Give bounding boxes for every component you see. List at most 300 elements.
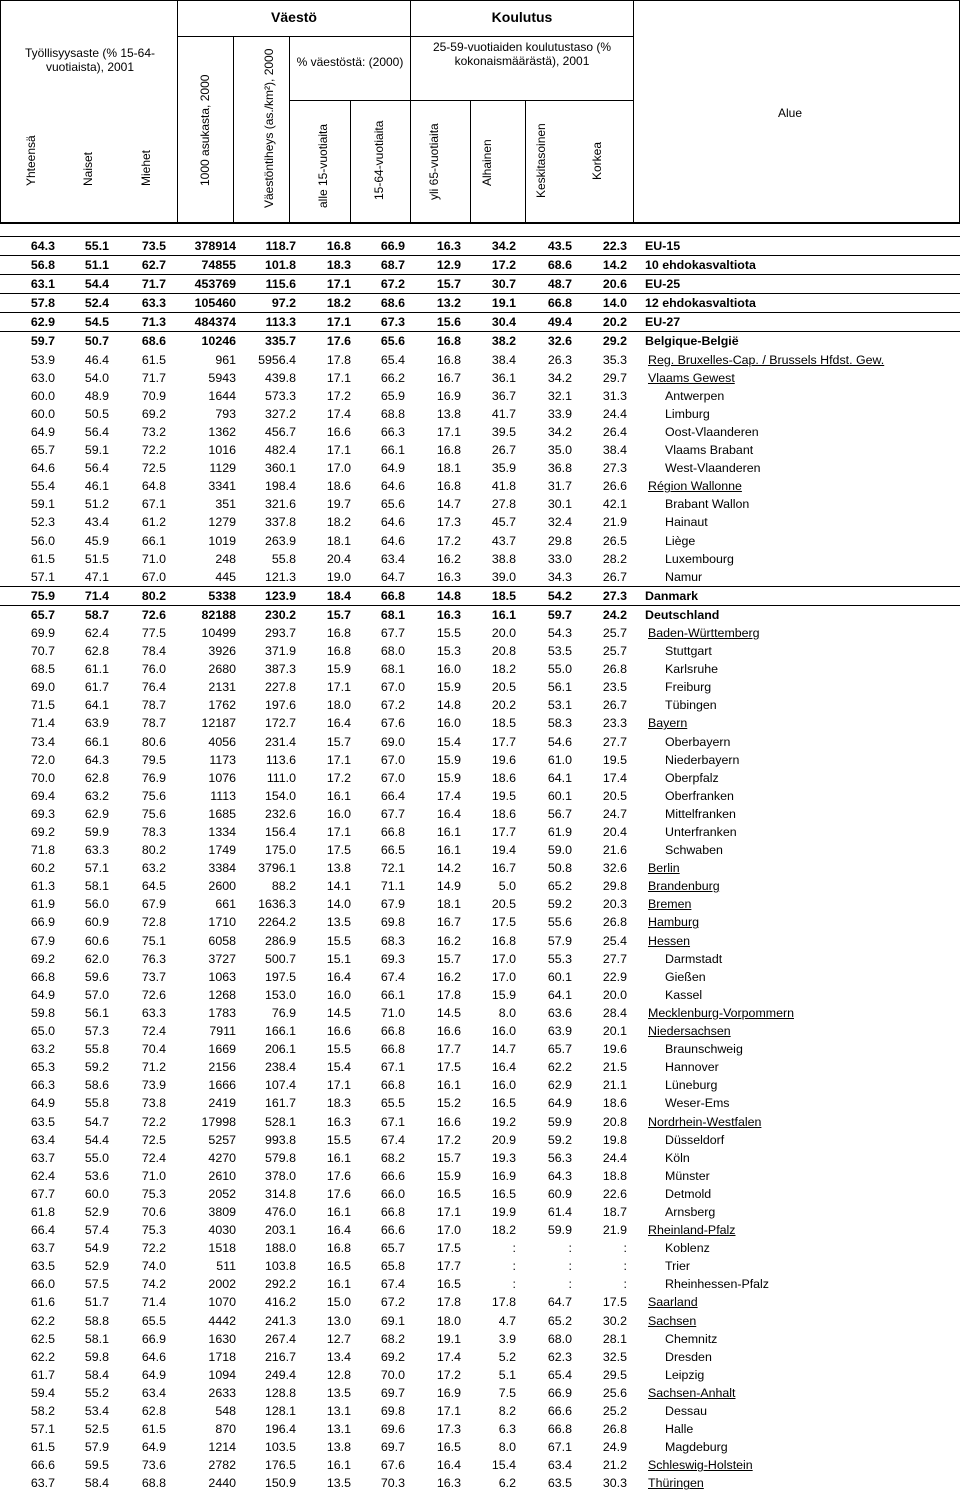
cell-keskitasoinen: 67.1 <box>547 1440 572 1455</box>
cell-tiheys: 103.8 <box>264 1259 296 1274</box>
cell-region: Hamburg <box>648 915 699 930</box>
table-row <box>0 1330 960 1348</box>
cell-asukasta: 661 <box>215 897 236 912</box>
cell-keskitasoinen: 50.8 <box>547 861 572 876</box>
cell-yhteensa: 62.2 <box>30 1313 55 1328</box>
cell-keskitasoinen: : <box>568 1241 572 1256</box>
cell-yhteensa: 65.7 <box>30 607 55 622</box>
cell-keskitasoinen: 61.0 <box>547 752 572 767</box>
cell-asukasta: 1666 <box>208 1078 236 1093</box>
cell-miehet: 71.7 <box>141 370 166 385</box>
cell-yli65: 17.5 <box>436 1241 461 1256</box>
cell-yli65: 17.3 <box>436 515 461 530</box>
cell-alle15: 18.3 <box>326 258 351 273</box>
cell-korkea: 21.5 <box>602 1060 627 1075</box>
cell-alle15: 16.8 <box>326 239 351 253</box>
cell-yli65: 16.4 <box>436 806 461 821</box>
cell-region: Nordrhein-Westfalen <box>648 1114 762 1129</box>
cell-keskitasoinen: 60.1 <box>547 969 572 984</box>
cell-alle15: 16.1 <box>326 788 351 803</box>
cell-asukasta: 793 <box>215 406 236 421</box>
header-tyollisyysaste: Työllisyysaste (% 15-64-vuotiaista), 2001 <box>24 46 156 74</box>
cell-tiheys: 161.7 <box>264 1096 296 1111</box>
cell-keskitasoinen: 59.7 <box>547 607 572 622</box>
cell-tiheys: 153.0 <box>264 987 296 1002</box>
cell-miehet: 63.2 <box>141 861 166 876</box>
table-row <box>0 1348 960 1366</box>
cell-yli65: 17.2 <box>436 533 461 548</box>
cell-alhainen: 30.7 <box>491 277 516 292</box>
cell-alle15: 17.1 <box>326 370 351 385</box>
cell-asukasta: 74855 <box>201 258 236 273</box>
table-row <box>0 550 960 568</box>
cell-miehet: 63.3 <box>141 1005 166 1020</box>
cell-region: Kassel <box>665 987 703 1002</box>
cell-alhainen: 18.5 <box>491 716 516 731</box>
cell-naiset: 58.4 <box>84 1476 109 1491</box>
cell-region: Danmark <box>645 588 699 603</box>
cell-alhainen: 39.0 <box>491 569 516 584</box>
cell-asukasta: 1710 <box>208 915 236 930</box>
table-row <box>0 1366 960 1384</box>
cell-korkea: 20.0 <box>602 987 627 1002</box>
cell-15-64: 67.3 <box>380 315 405 330</box>
col-alle15: alle 15-vuotiaita <box>316 123 330 208</box>
cell-alle15: 17.4 <box>326 406 351 421</box>
cell-asukasta: 82188 <box>201 607 236 622</box>
cell-keskitasoinen: 26.3 <box>547 352 572 367</box>
cell-asukasta: 1094 <box>208 1367 236 1382</box>
cell-tiheys: 227.8 <box>264 680 296 695</box>
cell-asukasta: 5943 <box>208 370 236 385</box>
cell-asukasta: 10499 <box>201 625 236 640</box>
cell-yhteensa: 62.4 <box>30 1168 55 1183</box>
cell-miehet: 61.2 <box>141 515 166 530</box>
cell-alhainen: 15.4 <box>491 1458 516 1473</box>
cell-asukasta: 2782 <box>208 1458 236 1473</box>
table-row <box>0 1022 960 1040</box>
cell-korkea: 25.4 <box>602 933 627 948</box>
table-row <box>0 1474 960 1492</box>
table-row <box>0 1438 960 1456</box>
cell-15-64: 67.4 <box>380 969 405 984</box>
cell-alle15: 16.4 <box>326 969 351 984</box>
cell-asukasta: 105460 <box>194 296 236 311</box>
cell-15-64: 68.7 <box>380 258 405 273</box>
cell-region: Bremen <box>648 897 692 912</box>
cell-korkea: 26.6 <box>602 479 627 494</box>
cell-keskitasoinen: 29.8 <box>547 533 572 548</box>
cell-naiset: 55.0 <box>84 1150 109 1165</box>
cell-tiheys: 476.0 <box>264 1204 296 1219</box>
cell-yli65: 15.2 <box>436 1096 461 1111</box>
cell-miehet: 75.3 <box>141 1186 166 1201</box>
cell-yli65: 15.3 <box>436 644 461 659</box>
cell-tiheys: 3796.1 <box>258 861 296 876</box>
cell-miehet: 62.8 <box>141 1404 166 1418</box>
cell-korkea: 42.1 <box>602 497 627 512</box>
cell-yhteensa: 63.0 <box>30 370 55 385</box>
table-row <box>0 1076 960 1094</box>
cell-15-64: 69.8 <box>380 1404 405 1418</box>
header-vaesto: Väestö <box>271 9 317 25</box>
col-alhainen: Alhainen <box>480 139 494 186</box>
cell-miehet: 76.3 <box>141 951 166 966</box>
cell-15-64: 66.8 <box>380 1078 405 1093</box>
cell-alle15: 16.8 <box>326 625 351 640</box>
cell-tiheys: 113.3 <box>265 315 296 330</box>
cell-naiset: 54.5 <box>84 315 109 330</box>
cell-yli65: 18.0 <box>436 1313 461 1328</box>
cell-miehet: 69.2 <box>141 406 166 421</box>
cell-naiset: 59.1 <box>84 443 109 458</box>
cell-yli65: 19.1 <box>436 1331 461 1346</box>
cell-naiset: 55.1 <box>84 239 109 253</box>
header-koulutustaso: 25-59-vuotiaiden koulutustaso (% kokonaismäärästä), 2001 <box>432 40 612 68</box>
cell-korkea: 21.1 <box>602 1078 627 1093</box>
cell-15-64: 66.8 <box>380 825 405 839</box>
cell-keskitasoinen: 35.0 <box>547 443 572 458</box>
cell-yhteensa: 69.2 <box>30 951 55 966</box>
cell-alle15: 17.6 <box>326 1186 351 1201</box>
cell-asukasta: 1334 <box>208 825 236 839</box>
cell-region: Darmstadt <box>665 951 723 966</box>
cell-region: Reg. Bruxelles-Cap. / Brussels Hfdst. Gew. <box>648 352 885 367</box>
cell-alhainen: 19.6 <box>491 752 516 767</box>
cell-yhteensa: 73.4 <box>30 734 55 749</box>
cell-naiset: 62.4 <box>84 625 109 640</box>
cell-region: Sachsen <box>648 1313 697 1328</box>
cell-korkea: 28.1 <box>602 1331 627 1346</box>
cell-tiheys: 528.1 <box>264 1114 296 1129</box>
table-row <box>0 605 960 624</box>
cell-asukasta: 1362 <box>208 424 236 439</box>
cell-region: Hannover <box>665 1060 719 1075</box>
cell-alle15: 16.1 <box>326 1277 351 1292</box>
cell-yhteensa: 53.9 <box>30 352 55 367</box>
table-row <box>0 1456 960 1474</box>
cell-15-64: 67.4 <box>380 1132 405 1147</box>
cell-alhainen: 30.4 <box>491 315 516 330</box>
cell-tiheys: 121.3 <box>264 569 296 584</box>
cell-tiheys: 115.6 <box>265 277 296 292</box>
cell-region: Oberbayern <box>665 734 731 749</box>
cell-alhainen: 17.7 <box>491 734 516 749</box>
cell-tiheys: 456.7 <box>264 424 296 439</box>
cell-miehet: 73.5 <box>141 239 166 253</box>
cell-yli65: 16.3 <box>436 569 461 584</box>
cell-keskitasoinen: 56.7 <box>547 806 572 821</box>
cell-naiset: 62.9 <box>84 806 109 821</box>
cell-yli65: 16.8 <box>436 479 461 494</box>
cell-tiheys: 197.5 <box>264 969 296 984</box>
cell-alhainen: 17.7 <box>491 825 516 839</box>
cell-alle15: 17.1 <box>326 825 351 839</box>
cell-miehet: 73.9 <box>141 1078 166 1093</box>
cell-asukasta: 445 <box>215 569 236 584</box>
table-row <box>0 696 960 714</box>
cell-yli65: 12.9 <box>436 258 461 273</box>
cell-15-64: 67.7 <box>380 806 405 821</box>
cell-yhteensa: 63.4 <box>30 1132 55 1147</box>
cell-korkea: 31.3 <box>602 388 627 403</box>
cell-alhainen: 3.9 <box>498 1331 516 1346</box>
cell-yhteensa: 61.6 <box>30 1295 55 1310</box>
cell-region: Brandenburg <box>648 879 720 894</box>
cell-yli65: 17.3 <box>436 1422 461 1437</box>
table-row <box>0 423 960 441</box>
cell-yhteensa: 59.8 <box>30 1005 55 1020</box>
cell-miehet: 73.2 <box>141 424 166 439</box>
cell-miehet: 71.7 <box>141 277 166 292</box>
cell-miehet: 67.1 <box>141 497 166 512</box>
cell-tiheys: 55.8 <box>271 551 296 566</box>
cell-yli65: 17.0 <box>436 1223 461 1238</box>
cell-miehet: 61.5 <box>141 352 166 367</box>
cell-alhainen: 20.8 <box>491 644 516 659</box>
cell-yli65: 14.7 <box>436 497 461 512</box>
cell-korkea: 28.2 <box>602 551 627 566</box>
cell-korkea: 17.4 <box>602 770 627 785</box>
cell-asukasta: 1749 <box>208 843 236 858</box>
cell-korkea: 35.3 <box>602 352 627 367</box>
cell-keskitasoinen: 66.9 <box>547 1385 572 1400</box>
cell-alhainen: 19.4 <box>491 843 516 858</box>
cell-korkea: 27.3 <box>602 588 627 603</box>
cell-alhainen: 41.7 <box>491 406 516 421</box>
cell-keskitasoinen: 34.2 <box>547 424 572 439</box>
table-row <box>0 236 960 255</box>
cell-region: Weser-Ems <box>665 1096 730 1111</box>
cell-korkea: 22.3 <box>602 239 627 253</box>
cell-yhteensa: 71.8 <box>30 843 55 858</box>
cell-miehet: 68.6 <box>141 334 166 349</box>
cell-keskitasoinen: 66.8 <box>547 296 572 311</box>
cell-korkea: 30.2 <box>602 1313 627 1328</box>
cell-yli65: 16.9 <box>436 388 461 403</box>
cell-asukasta: 248 <box>215 551 236 566</box>
table-row <box>0 968 960 986</box>
cell-region: Chemnitz <box>665 1331 718 1346</box>
cell-korkea: 26.7 <box>602 698 627 713</box>
col-yli65: yli 65-vuotiaita <box>427 123 441 200</box>
cell-asukasta: 12187 <box>201 716 236 731</box>
cell-korkea: 25.7 <box>602 625 627 640</box>
cell-miehet: 64.8 <box>141 479 166 494</box>
cell-alle15: 15.4 <box>326 1060 351 1075</box>
cell-naiset: 62.8 <box>84 644 109 659</box>
cell-keskitasoinen: 30.1 <box>547 497 572 512</box>
cell-yli65: 17.1 <box>436 424 461 439</box>
cell-15-64: 66.8 <box>380 1042 405 1057</box>
cell-region: 12 ehdokasvaltiota <box>645 296 756 311</box>
cell-alhainen: 16.0 <box>491 1078 516 1093</box>
cell-alle15: 13.8 <box>326 861 351 876</box>
cell-alle15: 16.8 <box>326 644 351 659</box>
cell-region: Baden-Württemberg <box>648 625 760 640</box>
table-row <box>0 913 960 931</box>
cell-region: Deutschland <box>645 607 720 622</box>
cell-alle15: 17.1 <box>326 443 351 458</box>
table-row <box>0 986 960 1004</box>
cell-naiset: 54.4 <box>84 1132 109 1147</box>
cell-region: Trier <box>665 1259 691 1274</box>
cell-tiheys: 113.6 <box>265 752 296 767</box>
cell-yhteensa: 63.1 <box>30 277 55 292</box>
cell-alle15: 13.0 <box>326 1313 351 1328</box>
cell-asukasta: 1063 <box>208 969 236 984</box>
cell-naiset: 59.9 <box>84 825 109 839</box>
cell-tiheys: 88.2 <box>271 879 296 894</box>
cell-region: Köln <box>665 1150 690 1165</box>
cell-yli65: 17.7 <box>436 1259 461 1274</box>
header-bottom-border <box>0 222 960 224</box>
cell-keskitasoinen: 61.4 <box>547 1204 572 1219</box>
cell-15-64: 66.8 <box>380 1024 405 1039</box>
cell-asukasta: 4442 <box>208 1313 236 1328</box>
cell-15-64: 65.7 <box>380 1241 405 1256</box>
cell-15-64: 65.8 <box>380 1259 405 1274</box>
cell-korkea: : <box>623 1241 627 1256</box>
cell-naiset: 57.1 <box>84 861 109 876</box>
cell-miehet: 72.6 <box>141 987 166 1002</box>
cell-korkea: 20.1 <box>602 1024 627 1039</box>
cell-region: Braunschweig <box>665 1042 743 1057</box>
cell-asukasta: 1070 <box>208 1295 236 1310</box>
cell-alle15: 16.4 <box>326 1223 351 1238</box>
cell-tiheys: 150.9 <box>264 1476 296 1491</box>
cell-yli65: 17.1 <box>436 1204 461 1219</box>
cell-keskitasoinen: 55.6 <box>547 915 572 930</box>
cell-yli65: 16.6 <box>436 1114 461 1129</box>
cell-tiheys: 238.4 <box>264 1060 296 1075</box>
cell-region: Unterfranken <box>665 825 737 839</box>
cell-yhteensa: 63.7 <box>30 1476 55 1491</box>
cell-korkea: 19.6 <box>602 1042 627 1057</box>
cell-region: Freiburg <box>665 680 712 695</box>
cell-miehet: 66.1 <box>141 533 166 548</box>
cell-region: Stuttgart <box>665 644 712 659</box>
cell-korkea: 20.4 <box>602 825 627 839</box>
cell-alle15: 13.8 <box>326 1440 351 1455</box>
cell-tiheys: 579.8 <box>264 1150 296 1165</box>
cell-tiheys: 156.4 <box>264 825 296 839</box>
cell-asukasta: 1129 <box>209 461 236 476</box>
cell-asukasta: 453769 <box>194 277 236 292</box>
cell-keskitasoinen: 62.3 <box>547 1349 572 1364</box>
cell-naiset: 57.4 <box>84 1223 109 1238</box>
table-row <box>0 1113 960 1131</box>
cell-alle15: 17.0 <box>326 461 351 476</box>
cell-asukasta: 1718 <box>208 1349 236 1364</box>
cell-alle15: 17.8 <box>326 352 351 367</box>
cell-alhainen: 17.0 <box>491 951 516 966</box>
cell-korkea: 29.5 <box>602 1367 627 1382</box>
cell-miehet: 61.5 <box>141 1422 166 1437</box>
cell-yli65: 15.9 <box>436 752 461 767</box>
table-row <box>0 823 960 841</box>
cell-alhainen: 16.5 <box>491 1096 516 1111</box>
cell-alle15: 17.1 <box>326 277 351 292</box>
cell-alhainen: 18.2 <box>491 1223 516 1238</box>
table-row <box>0 1167 960 1185</box>
cell-yhteensa: 61.8 <box>30 1204 55 1219</box>
cell-15-64: 66.1 <box>380 987 405 1002</box>
cell-miehet: 62.7 <box>141 258 166 273</box>
cell-yhteensa: 63.2 <box>30 1042 55 1057</box>
cell-alhainen: 20.9 <box>491 1132 516 1147</box>
cell-naiset: 64.1 <box>84 698 109 713</box>
cell-15-64: 68.2 <box>380 1150 405 1165</box>
cell-tiheys: 378.0 <box>264 1168 296 1183</box>
cell-miehet: 66.9 <box>141 1331 166 1346</box>
cell-korkea: 26.7 <box>602 569 627 584</box>
cell-naiset: 59.6 <box>84 969 109 984</box>
cell-naiset: 59.5 <box>84 1458 109 1473</box>
cell-naiset: 71.4 <box>84 588 109 603</box>
cell-alle15: 18.3 <box>326 1096 351 1111</box>
cell-korkea: 18.8 <box>602 1168 627 1183</box>
table-row <box>0 586 960 605</box>
cell-tiheys: 1636.3 <box>258 897 296 912</box>
cell-korkea: 14.2 <box>602 258 627 273</box>
cell-yhteensa: 65.7 <box>30 443 55 458</box>
cell-naiset: 58.7 <box>84 607 109 622</box>
cell-naiset: 52.4 <box>84 296 109 311</box>
table-row <box>0 642 960 660</box>
cell-alhainen: 16.4 <box>491 1060 516 1075</box>
table-row <box>0 1131 960 1149</box>
cell-naiset: 52.9 <box>84 1259 109 1274</box>
cell-korkea: 29.2 <box>602 334 627 349</box>
cell-alle15: 17.1 <box>326 1078 351 1093</box>
cell-alle15: 15.5 <box>326 1132 351 1147</box>
cell-yli65: 16.6 <box>436 1024 461 1039</box>
cell-tiheys: 263.9 <box>264 533 296 548</box>
cell-15-64: 66.3 <box>380 424 405 439</box>
cell-alle15: 15.5 <box>326 1042 351 1057</box>
cell-korkea: 21.9 <box>602 515 627 530</box>
cell-miehet: 75.1 <box>141 933 166 948</box>
cell-yli65: 13.2 <box>436 296 461 311</box>
cell-asukasta: 3809 <box>208 1204 236 1219</box>
cell-tiheys: 573.3 <box>264 388 296 403</box>
cell-miehet: 65.5 <box>141 1313 166 1328</box>
table-row <box>0 1058 960 1076</box>
cell-alle15: 17.6 <box>326 334 351 349</box>
cell-alle15: 17.2 <box>326 388 351 403</box>
cell-yhteensa: 61.3 <box>30 879 55 894</box>
cell-yhteensa: 63.5 <box>30 1259 55 1274</box>
cell-region: Thüringen <box>648 1476 704 1491</box>
cell-alhainen: 38.8 <box>491 551 516 566</box>
cell-tiheys: 327.2 <box>264 406 296 421</box>
cell-alhainen: : <box>512 1259 516 1274</box>
cell-miehet: 76.0 <box>141 662 166 677</box>
cell-miehet: 72.5 <box>141 1132 166 1147</box>
cell-15-64: 66.8 <box>380 1204 405 1219</box>
cell-keskitasoinen: 56.3 <box>547 1150 572 1165</box>
cell-region: Belgique-België <box>645 334 739 349</box>
cell-naiset: 47.1 <box>84 569 109 584</box>
cell-tiheys: 118.7 <box>265 239 296 253</box>
cell-keskitasoinen: 59.9 <box>547 1114 572 1129</box>
cell-naiset: 58.1 <box>84 1331 109 1346</box>
cell-yli65: 15.7 <box>436 277 461 292</box>
cell-15-64: 66.6 <box>380 1223 405 1238</box>
cell-alhainen: 16.9 <box>491 1168 516 1183</box>
cell-keskitasoinen: 59.2 <box>547 897 572 912</box>
